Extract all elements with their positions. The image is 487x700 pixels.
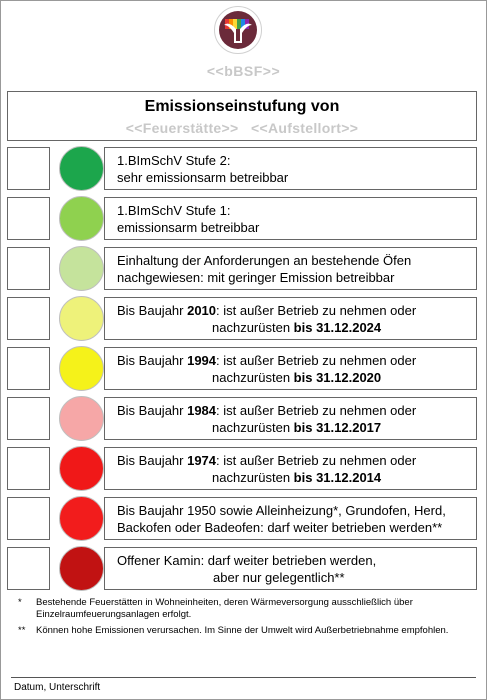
- emission-level-indicator: [59, 196, 104, 241]
- deadline: bis 31.12.2020: [293, 370, 382, 385]
- emission-level-indicator: [59, 446, 104, 491]
- checkbox-field[interactable]: [7, 397, 50, 440]
- description-line-1: 1.BImSchV Stufe 1:: [117, 203, 231, 218]
- footnote-mark: *: [18, 597, 22, 608]
- description-line-1: Offener Kamin: darf weiter betrieben werden,: [117, 553, 377, 568]
- description-line-2: nachzurüsten bis 31.12.2020: [212, 370, 382, 385]
- description-line-2: nachzurüsten bis 31.12.2014: [212, 470, 382, 485]
- deadline: bis 31.12.2017: [293, 420, 382, 435]
- signature-label: Datum, Unterschrift: [14, 682, 101, 693]
- description-line-2: Backofen oder Badeofen: darf weiter betrieben werden**: [117, 520, 443, 535]
- emission-row: [7, 247, 477, 290]
- emission-level-indicator: [59, 296, 104, 341]
- emission-level-indicator: [59, 146, 104, 191]
- emission-row: [7, 197, 477, 240]
- build-year: 1994: [187, 353, 217, 368]
- emission-row: [7, 397, 477, 440]
- emission-description: [104, 147, 477, 190]
- footnotes: [18, 597, 478, 641]
- build-year: 1974: [187, 453, 217, 468]
- footnote: [18, 625, 478, 637]
- signature-line: [11, 677, 476, 678]
- checkbox-field[interactable]: [7, 247, 50, 290]
- emission-row: [7, 497, 477, 540]
- footnote-mark: **: [18, 625, 26, 636]
- description-line-1: Einhaltung der Anforderungen an bestehende Öfen: [117, 253, 412, 268]
- placeholder-feuerstaette: <<Feuerstätte>>: [125, 120, 239, 136]
- description-line-1: Bis Baujahr 2010: ist außer Betrieb zu nehmen oder: [117, 303, 417, 318]
- emission-row: [7, 447, 477, 490]
- deadline: bis 31.12.2024: [293, 320, 382, 335]
- emission-description: [104, 547, 477, 590]
- emission-row: [7, 347, 477, 390]
- emission-level-indicator: [59, 246, 104, 291]
- description-line-1: Bis Baujahr 1994: ist außer Betrieb zu nehmen oder: [117, 353, 417, 368]
- emission-description: [104, 397, 477, 440]
- build-year: 1984: [187, 403, 217, 418]
- description-line-2: nachgewiesen: mit geringer Emission betreibbar: [117, 270, 395, 285]
- description-line-1: 1.BImSchV Stufe 2:: [117, 153, 231, 168]
- emission-level-indicator: [59, 496, 104, 541]
- description-line-1: Bis Baujahr 1950 sowie Alleinheizung*, Grundofen, Herd,: [117, 503, 446, 518]
- description-line-1: Bis Baujahr 1974: ist außer Betrieb zu nehmen oder: [117, 453, 417, 468]
- emission-row: [7, 547, 477, 590]
- description-line-2: sehr emissionsarm betreibbar: [117, 170, 289, 185]
- checkbox-field[interactable]: [7, 297, 50, 340]
- emission-level-indicator: [59, 546, 104, 591]
- deadline: bis 31.12.2014: [293, 470, 382, 485]
- emission-description: [104, 247, 477, 290]
- emission-description: [104, 297, 477, 340]
- description-line-2: nachzurüsten bis 31.12.2017: [212, 420, 382, 435]
- checkbox-field[interactable]: [7, 447, 50, 490]
- footnote-text: Können hohe Emissionen verursachen. Im Sinne der Umwelt wird Außerbetriebnahme empfohlen.: [36, 625, 449, 636]
- emission-description: [104, 347, 477, 390]
- page-title: Emissionseinstufung von: [144, 98, 340, 115]
- description-line-1: Bis Baujahr 1984: ist außer Betrieb zu nehmen oder: [117, 403, 417, 418]
- footnote: [18, 597, 478, 621]
- checkbox-field[interactable]: [7, 197, 50, 240]
- description-line-2: emissionsarm betreibbar: [117, 220, 260, 235]
- placeholder-bbsf: <<bBSF>>: [206, 63, 281, 79]
- description-line-2: nachzurüsten bis 31.12.2024: [212, 320, 382, 335]
- checkbox-field[interactable]: [7, 547, 50, 590]
- placeholder-aufstellort: <<Aufstellort>>: [251, 120, 359, 136]
- build-year: 2010: [187, 303, 217, 318]
- emission-description: [104, 197, 477, 240]
- emission-level-indicator: [59, 346, 104, 391]
- emission-description: [104, 447, 477, 490]
- header-box: [7, 91, 477, 141]
- checkbox-field[interactable]: [7, 347, 50, 390]
- guild-logo-icon: [214, 6, 262, 54]
- checkbox-field[interactable]: [7, 147, 50, 190]
- checkbox-field[interactable]: [7, 497, 50, 540]
- emission-row: [7, 297, 477, 340]
- emission-description: [104, 497, 477, 540]
- description-line-2: aber nur gelegentlich**: [213, 570, 345, 585]
- emission-level-indicator: [59, 396, 104, 441]
- footnote-text: Bestehende Feuerstätten in Wohneinheiten, deren Wärmeversorgung ausschließlich über Einzelraumfeuerungsanlagen erfolgt.: [36, 597, 413, 620]
- header-placeholders: [8, 120, 476, 136]
- emission-row: [7, 147, 477, 190]
